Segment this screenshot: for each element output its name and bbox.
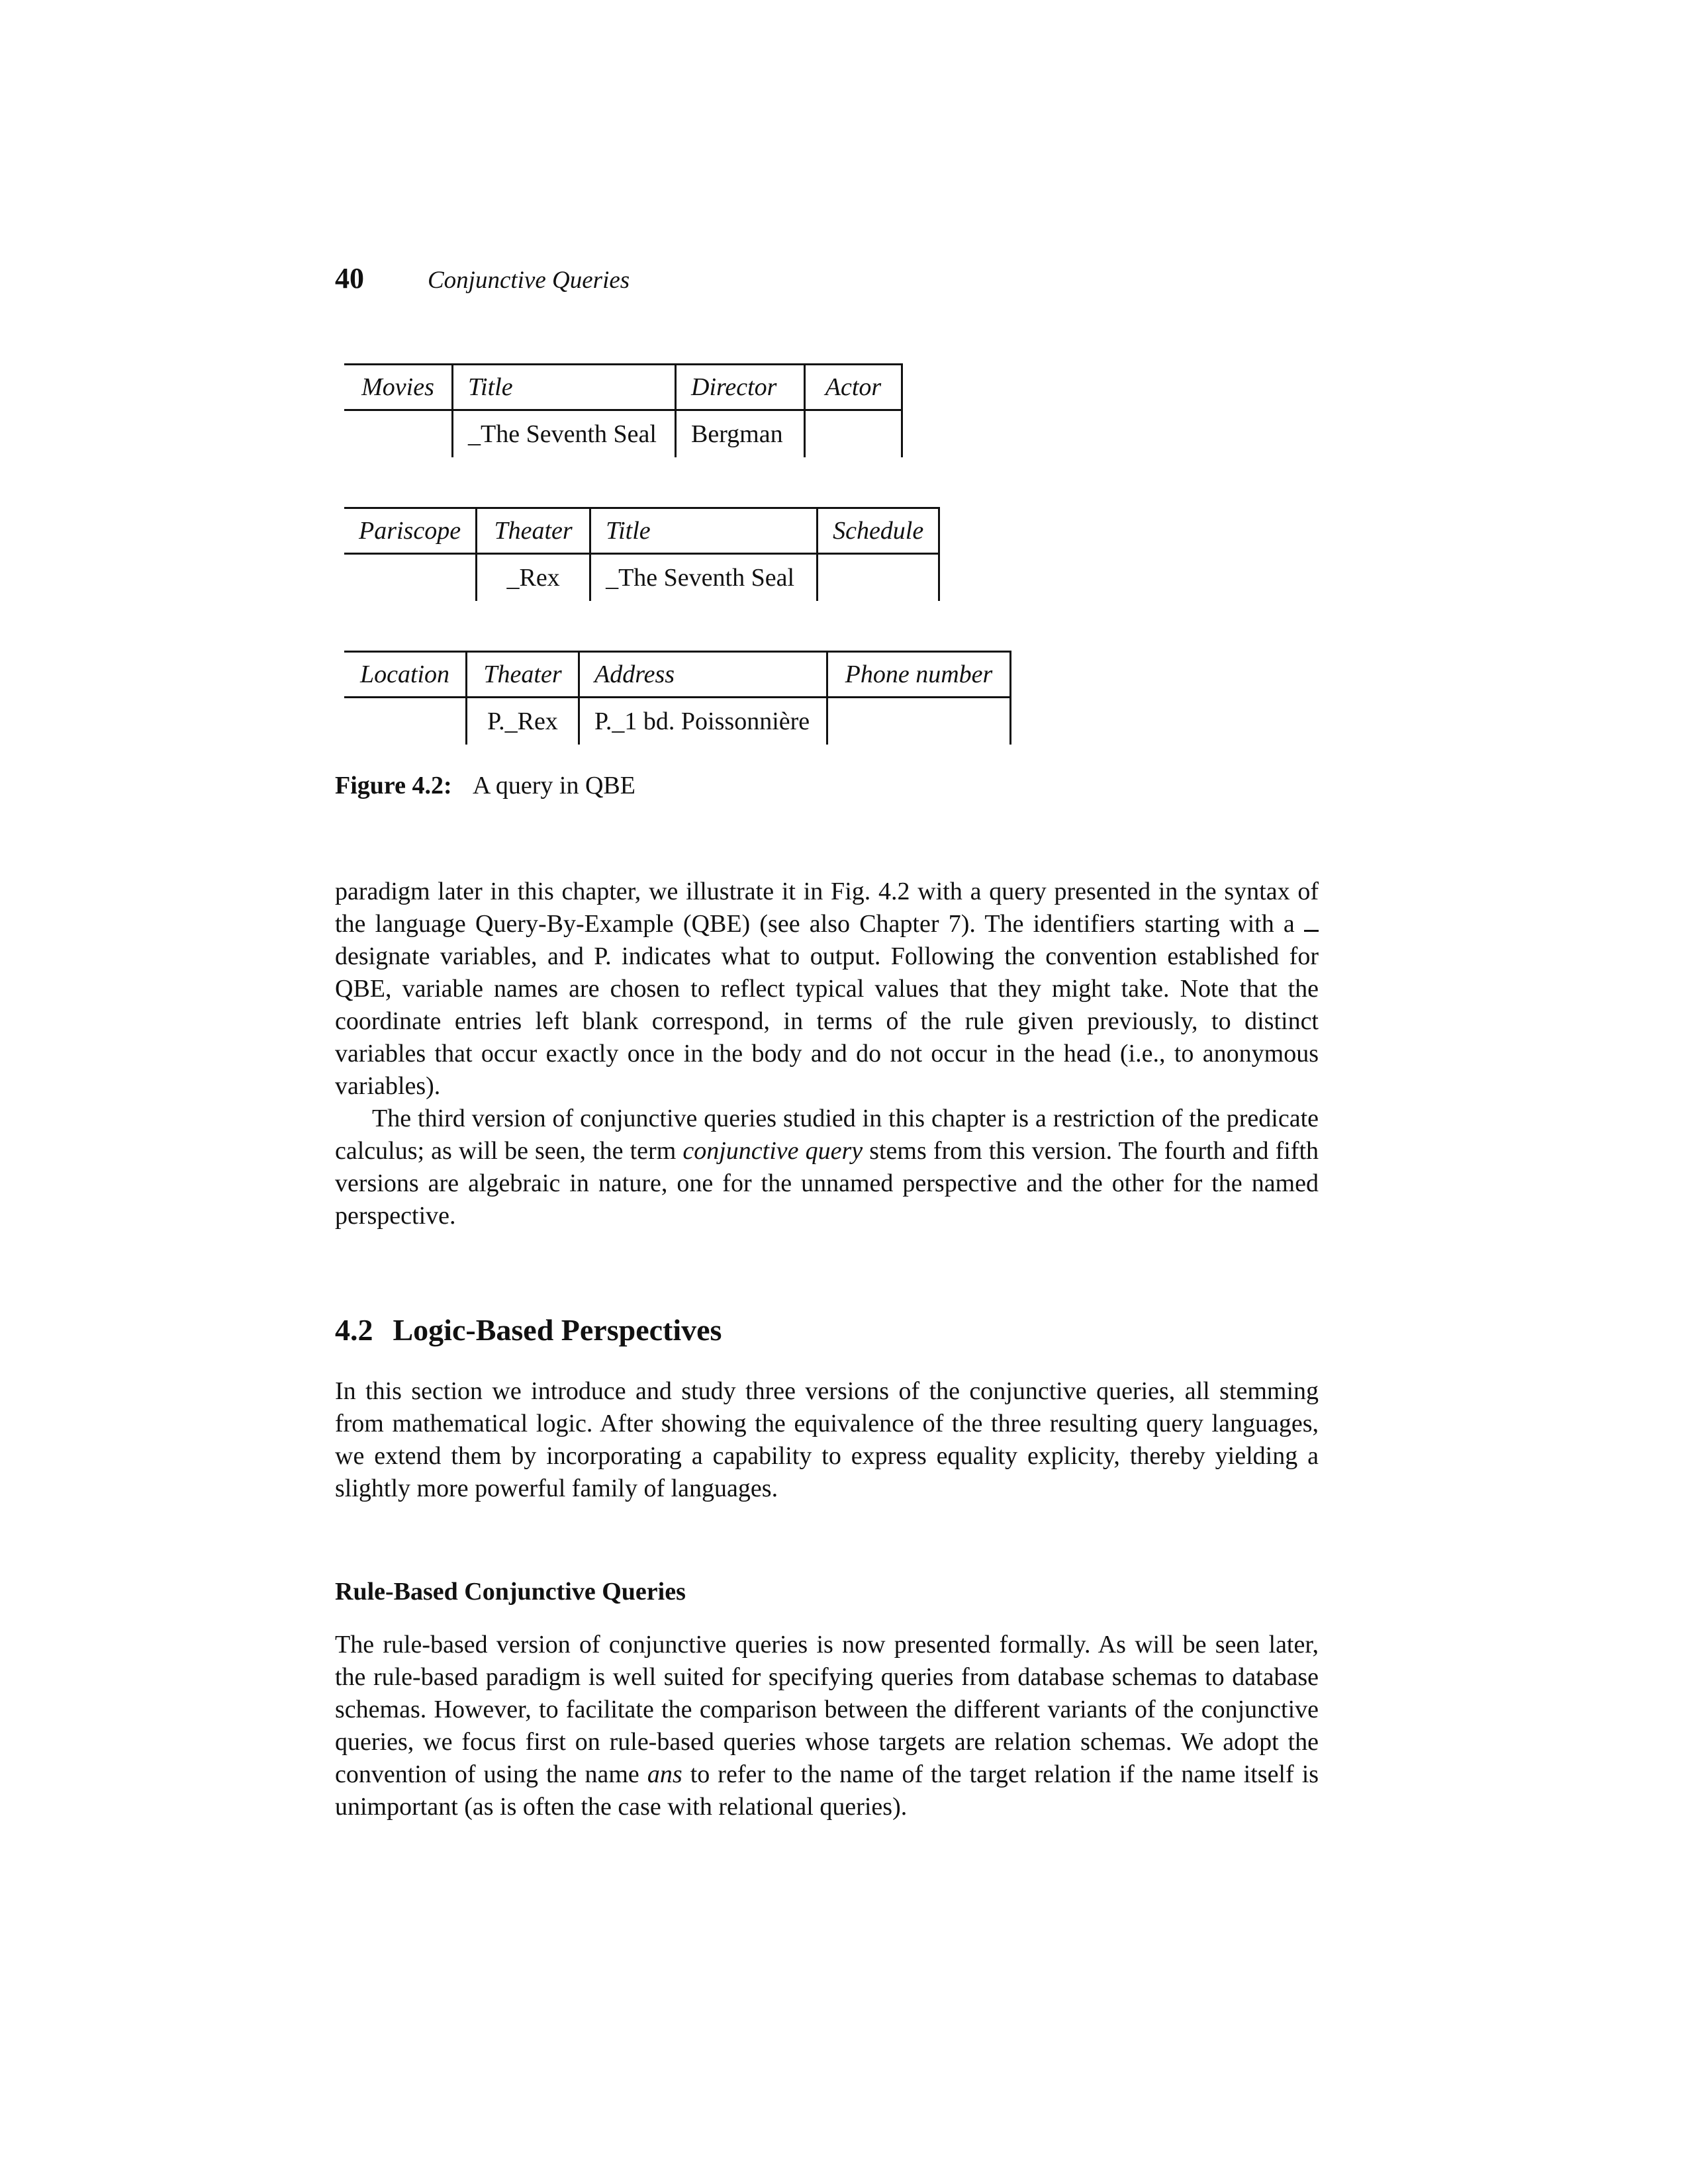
running-title: Conjunctive Queries (428, 267, 630, 294)
qbe-table-pariscope (344, 507, 940, 601)
paragraph-section-intro: In this section we introduce and study three versions of the conjunctive queries, all stemming from mathematical logic. After showing the equivalence of the three resulting query languages, we extend them by incorporating a capability to express equality explicity, thereby yielding a slightly more powerful family of languages. (335, 1377, 1319, 1502)
column-header: Title (590, 508, 818, 554)
column-header: Theater (477, 508, 590, 554)
table-cell: _The Seventh Seal (590, 554, 818, 602)
relation-name: Pariscope (344, 508, 477, 554)
table-cell: P._Rex (467, 698, 579, 745)
underscore-symbol (1304, 911, 1319, 932)
table-cell: Bergman (676, 410, 805, 458)
emphasis-term: ans (647, 1760, 682, 1788)
column-header: Schedule (818, 508, 939, 554)
figure-caption-text: A query in QBE (473, 772, 635, 799)
table-cell: P._1 bd. Poissonnière (579, 698, 827, 745)
table-row (344, 554, 939, 602)
figure-label: Figure 4.2: (335, 772, 452, 799)
paragraph-text: stems from this version. The fourth and fifth versions are algebraic in nature, one for the unnamed perspective and the other for the named perspective. (335, 1137, 1319, 1230)
table-row (344, 698, 1011, 745)
column-header: Actor (805, 365, 902, 410)
figure-caption (335, 771, 635, 800)
table-cell (344, 698, 467, 745)
page-number: 40 (335, 262, 364, 295)
table-header-row (344, 508, 939, 554)
table-header-row (344, 652, 1011, 698)
table-row (344, 410, 902, 458)
subsection-heading: Rule-Based Conjunctive Queries (335, 1578, 686, 1606)
paragraph-text: to refer to the name of the target relation if the name itself is unimportant (as is often the case with relational queries). (335, 1760, 1319, 1821)
table-cell: _Rex (477, 554, 590, 602)
table-cell (805, 410, 902, 458)
page-header (335, 261, 630, 295)
table-cell (818, 554, 939, 602)
table-cell (344, 410, 453, 458)
column-header: Address (579, 652, 827, 698)
relation-name: Movies (344, 365, 453, 410)
section-title: Logic-Based Perspectives (393, 1313, 722, 1347)
column-header: Phone number (827, 652, 1011, 698)
paragraph-text: paradigm later in this chapter, we illustrate it in Fig. 4.2 with a query presented in the syntax of the language Query-By-Example (QBE) (see also Chapter 7). The identifiers starting with a (335, 878, 1319, 938)
qbe-table-movies (344, 363, 903, 457)
paragraph-text: The rule-based version of conjunctive queries is now presented formally. As will be seen later, the rule-based paradigm is well suited for specifying queries from database schemas to database schemas. However, to facilitate the comparison between the different variants of the conjunctive queries, we focus first on rule-based queries whose targets are relation schemas. We adopt the convention of using the name (335, 1631, 1319, 1788)
paragraph-text: designate variables, and P. indicates what to output. Following the convention established for QBE, variable names are chosen to reflect typical values that they might take. Note that the coordinate entries left blank correspond, in terms of the rule given previously, to distinct variables that occur exactly once in the body and do not occur in the head (i.e., to anonymous variables). (335, 942, 1319, 1100)
relation-name: Location (344, 652, 467, 698)
emphasis-term: conjunctive query (682, 1137, 863, 1165)
qbe-table-location (344, 651, 1011, 745)
column-header: Director (676, 365, 805, 410)
paragraph-third-version (335, 1103, 1319, 1232)
paragraph-rule-based (335, 1629, 1319, 1823)
table-cell (344, 554, 477, 602)
paragraph-text: The third version of conjunctive queries studied in this chapter is a restriction of the predicate calculus; as will be seen, the term (335, 1105, 1319, 1165)
section-heading (335, 1312, 722, 1347)
table-header-row (344, 365, 902, 410)
table-cell: _The Seventh Seal (453, 410, 676, 458)
paragraph-qbe-explanation (335, 876, 1319, 1103)
column-header: Theater (467, 652, 579, 698)
table-cell (827, 698, 1011, 745)
column-header: Title (453, 365, 676, 410)
section-number: 4.2 (335, 1313, 373, 1347)
